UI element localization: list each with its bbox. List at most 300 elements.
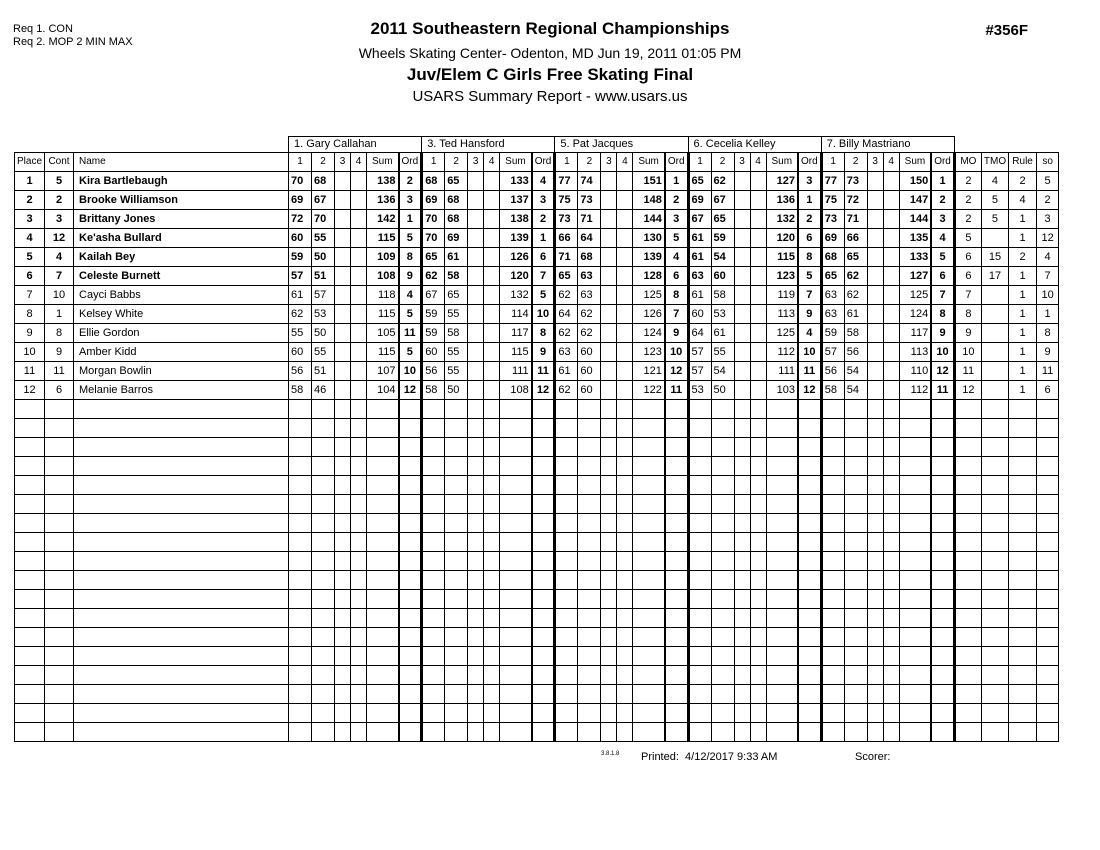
empty-cell	[422, 628, 445, 647]
score1-cell: 61	[289, 286, 312, 305]
empty-cell	[468, 647, 484, 666]
empty-cell	[335, 685, 351, 704]
empty-cell	[74, 723, 289, 742]
ordinal-cell: 12	[665, 362, 688, 381]
empty-cell	[711, 723, 734, 742]
empty-cell	[617, 533, 633, 552]
empty-cell	[821, 552, 844, 571]
empty-cell	[883, 438, 899, 457]
empty-cell	[954, 495, 981, 514]
sum-cell: 117	[500, 324, 532, 343]
score3-cell	[601, 229, 617, 248]
empty-cell	[844, 666, 867, 685]
empty-cell	[750, 571, 766, 590]
empty-cell	[74, 647, 289, 666]
empty-cell	[750, 495, 766, 514]
empty-cell	[445, 571, 468, 590]
empty-cell	[15, 400, 45, 419]
empty-cell	[15, 590, 45, 609]
place-cell: 4	[15, 229, 45, 248]
empty-cell	[931, 400, 954, 419]
empty-cell	[335, 438, 351, 457]
skater-name-cell: Kelsey White	[74, 305, 289, 324]
empty-cell	[981, 438, 1008, 457]
sum-cell: 125	[633, 286, 665, 305]
score1-cell: 60	[289, 229, 312, 248]
empty-cell	[633, 590, 665, 609]
empty-cell	[532, 514, 555, 533]
judge-header-spacer-left	[15, 137, 289, 153]
score4-cell	[750, 172, 766, 191]
empty-cell	[899, 647, 931, 666]
empty-cell	[1037, 685, 1059, 704]
score3-cell	[734, 210, 750, 229]
empty-cell	[821, 476, 844, 495]
empty-cell	[45, 590, 74, 609]
empty-cell	[445, 419, 468, 438]
empty-cell	[578, 571, 601, 590]
score2-cell: 67	[312, 191, 335, 210]
empty-cell	[289, 476, 312, 495]
tmo-cell	[981, 343, 1008, 362]
empty-cell	[931, 609, 954, 628]
empty-cell	[532, 723, 555, 742]
empty-cell	[312, 571, 335, 590]
empty-cell	[532, 685, 555, 704]
empty-cell	[883, 400, 899, 419]
score1-cell: 60	[688, 305, 711, 324]
sum-cell: 151	[633, 172, 665, 191]
empty-cell	[867, 609, 883, 628]
score2-cell: 53	[312, 305, 335, 324]
empty-cell	[617, 609, 633, 628]
score1-cell: 59	[289, 248, 312, 267]
score2-cell: 62	[711, 172, 734, 191]
score1-cell: 77	[821, 172, 844, 191]
score2-cell: 68	[578, 248, 601, 267]
score3-cell	[601, 267, 617, 286]
empty-cell	[289, 647, 312, 666]
score2-cell: 68	[445, 210, 468, 229]
empty-cell	[633, 552, 665, 571]
empty-cell	[45, 552, 74, 571]
sum-cell: 135	[899, 229, 931, 248]
empty-cell	[484, 533, 500, 552]
result-row	[15, 343, 1059, 362]
result-row	[15, 172, 1059, 191]
empty-cell	[750, 590, 766, 609]
empty-cell	[883, 723, 899, 742]
empty-row	[15, 628, 1059, 647]
score3-cell	[468, 210, 484, 229]
empty-cell	[899, 666, 931, 685]
empty-cell	[931, 685, 954, 704]
sum-cell: 115	[367, 305, 399, 324]
place-cell: 5	[15, 248, 45, 267]
score2-cell: 66	[844, 229, 867, 248]
empty-cell	[367, 438, 399, 457]
empty-cell	[500, 419, 532, 438]
ordinal-cell: 9	[399, 267, 422, 286]
score1-cell: 65	[422, 248, 445, 267]
empty-cell	[665, 647, 688, 666]
empty-cell	[468, 514, 484, 533]
empty-cell	[750, 628, 766, 647]
empty-cell	[633, 533, 665, 552]
score4-cell	[883, 248, 899, 267]
empty-cell	[734, 628, 750, 647]
ordinal-cell: 5	[399, 229, 422, 248]
judge-name: 6. Cecelia Kelley	[688, 137, 821, 153]
sum-cell: 123	[766, 267, 798, 286]
score4-cell	[750, 210, 766, 229]
empty-cell	[734, 514, 750, 533]
skater-name-cell: Ke'asha Bullard	[74, 229, 289, 248]
empty-cell	[954, 400, 981, 419]
empty-cell	[1037, 400, 1059, 419]
score2-cell: 73	[844, 172, 867, 191]
empty-cell	[798, 723, 821, 742]
empty-cell	[867, 476, 883, 495]
score1-cell: 60	[422, 343, 445, 362]
score4-cell	[484, 229, 500, 248]
empty-cell	[45, 495, 74, 514]
sum-cell: 103	[766, 381, 798, 400]
score2-cell: 69	[445, 229, 468, 248]
empty-cell	[484, 495, 500, 514]
so-cell: 6	[1037, 381, 1059, 400]
empty-cell	[981, 704, 1008, 723]
empty-row	[15, 590, 1059, 609]
empty-cell	[532, 419, 555, 438]
empty-cell	[399, 628, 422, 647]
score3-cell	[867, 324, 883, 343]
column-header: 2	[445, 153, 468, 172]
empty-cell	[74, 666, 289, 685]
empty-cell	[766, 400, 798, 419]
score3-cell	[734, 343, 750, 362]
empty-cell	[899, 552, 931, 571]
rule-cell: 1	[1009, 381, 1037, 400]
empty-cell	[734, 609, 750, 628]
score3-cell	[601, 172, 617, 191]
score2-cell: 65	[711, 210, 734, 229]
score4-cell	[351, 305, 367, 324]
empty-cell	[798, 514, 821, 533]
column-header: so	[1037, 153, 1059, 172]
empty-cell	[578, 723, 601, 742]
score2-cell: 60	[578, 343, 601, 362]
empty-cell	[883, 685, 899, 704]
column-header: 4	[750, 153, 766, 172]
score3-cell	[867, 191, 883, 210]
column-header: Ord	[399, 153, 422, 172]
empty-cell	[45, 704, 74, 723]
empty-cell	[367, 628, 399, 647]
empty-row	[15, 571, 1059, 590]
tmo-cell: 4	[981, 172, 1008, 191]
score3-cell	[335, 248, 351, 267]
empty-cell	[422, 571, 445, 590]
empty-cell	[688, 590, 711, 609]
score4-cell	[883, 343, 899, 362]
empty-cell	[665, 723, 688, 742]
rule-cell: 1	[1009, 229, 1037, 248]
score2-cell: 61	[445, 248, 468, 267]
place-cell: 11	[15, 362, 45, 381]
contestant-number-cell: 7	[45, 267, 74, 286]
empty-cell	[734, 590, 750, 609]
empty-cell	[734, 571, 750, 590]
empty-cell	[899, 685, 931, 704]
rule-cell: 1	[1009, 362, 1037, 381]
score2-cell: 61	[711, 324, 734, 343]
empty-cell	[798, 533, 821, 552]
sum-cell: 126	[500, 248, 532, 267]
sum-cell: 126	[633, 305, 665, 324]
score2-cell: 60	[711, 267, 734, 286]
empty-row	[15, 419, 1059, 438]
rule-cell: 1	[1009, 210, 1037, 229]
empty-cell	[500, 609, 532, 628]
empty-cell	[500, 438, 532, 457]
score3-cell	[601, 248, 617, 267]
empty-cell	[312, 457, 335, 476]
empty-cell	[1037, 438, 1059, 457]
empty-cell	[821, 400, 844, 419]
score3-cell	[468, 191, 484, 210]
empty-cell	[899, 609, 931, 628]
empty-cell	[633, 457, 665, 476]
empty-cell	[422, 609, 445, 628]
column-header: Sum	[899, 153, 931, 172]
empty-cell	[931, 704, 954, 723]
printed-line	[641, 751, 777, 763]
empty-cell	[821, 533, 844, 552]
score1-cell: 59	[422, 305, 445, 324]
column-header: Sum	[766, 153, 798, 172]
empty-cell	[335, 419, 351, 438]
score1-cell: 62	[555, 381, 578, 400]
software-version: 3.8.1.8	[601, 751, 620, 757]
contestant-number-cell: 6	[45, 381, 74, 400]
score3-cell	[468, 229, 484, 248]
column-header: 3	[335, 153, 351, 172]
empty-cell	[883, 609, 899, 628]
empty-cell	[766, 723, 798, 742]
empty-cell	[665, 552, 688, 571]
column-header: 1	[422, 153, 445, 172]
score4-cell	[750, 191, 766, 210]
score1-cell: 60	[289, 343, 312, 362]
column-header: 2	[844, 153, 867, 172]
empty-cell	[399, 723, 422, 742]
empty-cell	[665, 400, 688, 419]
empty-cell	[367, 419, 399, 438]
empty-cell	[601, 685, 617, 704]
empty-cell	[484, 438, 500, 457]
empty-cell	[688, 666, 711, 685]
empty-cell	[665, 438, 688, 457]
empty-cell	[312, 514, 335, 533]
empty-cell	[633, 514, 665, 533]
empty-cell	[798, 590, 821, 609]
empty-cell	[532, 495, 555, 514]
column-header: MO	[954, 153, 981, 172]
sum-cell: 115	[766, 248, 798, 267]
empty-cell	[665, 533, 688, 552]
empty-cell	[578, 704, 601, 723]
empty-cell	[766, 533, 798, 552]
place-cell: 7	[15, 286, 45, 305]
score3-cell	[468, 248, 484, 267]
mo-cell: 6	[954, 267, 981, 286]
empty-row	[15, 666, 1059, 685]
score3-cell	[468, 286, 484, 305]
score2-cell: 71	[844, 210, 867, 229]
contestant-number-cell: 10	[45, 286, 74, 305]
score3-cell	[335, 286, 351, 305]
empty-cell	[335, 476, 351, 495]
empty-cell	[883, 704, 899, 723]
empty-cell	[399, 457, 422, 476]
results-table	[14, 136, 1059, 742]
column-header: 2	[578, 153, 601, 172]
empty-cell	[468, 609, 484, 628]
tmo-cell	[981, 229, 1008, 248]
empty-cell	[711, 704, 734, 723]
column-header: Cont	[45, 153, 74, 172]
empty-cell	[367, 647, 399, 666]
empty-cell	[798, 419, 821, 438]
sum-cell: 144	[899, 210, 931, 229]
empty-cell	[367, 514, 399, 533]
score3-cell	[734, 305, 750, 324]
empty-cell	[335, 723, 351, 742]
empty-cell	[766, 685, 798, 704]
empty-cell	[867, 704, 883, 723]
score3-cell	[734, 267, 750, 286]
empty-cell	[981, 400, 1008, 419]
score1-cell: 64	[688, 324, 711, 343]
empty-cell	[578, 628, 601, 647]
sum-cell: 123	[633, 343, 665, 362]
empty-cell	[931, 571, 954, 590]
score3-cell	[734, 172, 750, 191]
empty-cell	[500, 533, 532, 552]
ordinal-cell: 11	[399, 324, 422, 343]
column-header: 3	[468, 153, 484, 172]
column-header: Sum	[500, 153, 532, 172]
empty-cell	[312, 685, 335, 704]
empty-cell	[532, 552, 555, 571]
empty-cell	[931, 533, 954, 552]
empty-cell	[867, 419, 883, 438]
empty-cell	[821, 647, 844, 666]
score3-cell	[468, 324, 484, 343]
score2-cell: 54	[844, 362, 867, 381]
contestant-number-cell: 9	[45, 343, 74, 362]
empty-cell	[1037, 571, 1059, 590]
so-cell: 11	[1037, 362, 1059, 381]
empty-cell	[367, 704, 399, 723]
empty-cell	[617, 685, 633, 704]
result-row	[15, 381, 1059, 400]
sum-cell: 112	[899, 381, 931, 400]
empty-cell	[844, 457, 867, 476]
empty-cell	[766, 552, 798, 571]
empty-cell	[981, 666, 1008, 685]
result-row	[15, 267, 1059, 286]
event-code: #356F	[985, 22, 1028, 39]
empty-cell	[867, 628, 883, 647]
empty-cell	[766, 419, 798, 438]
score2-cell: 67	[711, 191, 734, 210]
empty-cell	[351, 590, 367, 609]
empty-cell	[445, 552, 468, 571]
mo-cell: 12	[954, 381, 981, 400]
result-row	[15, 210, 1059, 229]
score3-cell	[335, 267, 351, 286]
tmo-cell: 17	[981, 267, 1008, 286]
so-cell: 9	[1037, 343, 1059, 362]
empty-cell	[899, 438, 931, 457]
empty-cell	[468, 419, 484, 438]
empty-cell	[578, 666, 601, 685]
sum-cell: 119	[766, 286, 798, 305]
sum-cell: 137	[500, 191, 532, 210]
empty-row	[15, 514, 1059, 533]
empty-cell	[445, 533, 468, 552]
empty-cell	[734, 495, 750, 514]
empty-cell	[867, 533, 883, 552]
empty-cell	[351, 571, 367, 590]
empty-cell	[931, 514, 954, 533]
empty-cell	[45, 723, 74, 742]
score2-cell: 62	[578, 305, 601, 324]
empty-row	[15, 438, 1059, 457]
score1-cell: 58	[289, 381, 312, 400]
empty-cell	[899, 476, 931, 495]
empty-cell	[312, 495, 335, 514]
empty-cell	[555, 723, 578, 742]
empty-cell	[15, 495, 45, 514]
empty-cell	[399, 495, 422, 514]
empty-cell	[844, 476, 867, 495]
score3-cell	[867, 343, 883, 362]
rule-cell: 1	[1009, 286, 1037, 305]
sum-cell: 107	[367, 362, 399, 381]
empty-cell	[45, 438, 74, 457]
empty-cell	[484, 400, 500, 419]
score3-cell	[335, 191, 351, 210]
ordinal-cell: 10	[665, 343, 688, 362]
sum-cell: 132	[500, 286, 532, 305]
ordinal-cell: 2	[399, 172, 422, 191]
empty-cell	[981, 495, 1008, 514]
score4-cell	[351, 362, 367, 381]
empty-cell	[766, 514, 798, 533]
empty-cell	[617, 647, 633, 666]
empty-cell	[422, 419, 445, 438]
empty-cell	[1009, 457, 1037, 476]
sum-cell: 128	[633, 267, 665, 286]
score2-cell: 55	[312, 343, 335, 362]
empty-cell	[665, 628, 688, 647]
empty-row	[15, 685, 1059, 704]
empty-cell	[351, 666, 367, 685]
rule-cell: 1	[1009, 343, 1037, 362]
